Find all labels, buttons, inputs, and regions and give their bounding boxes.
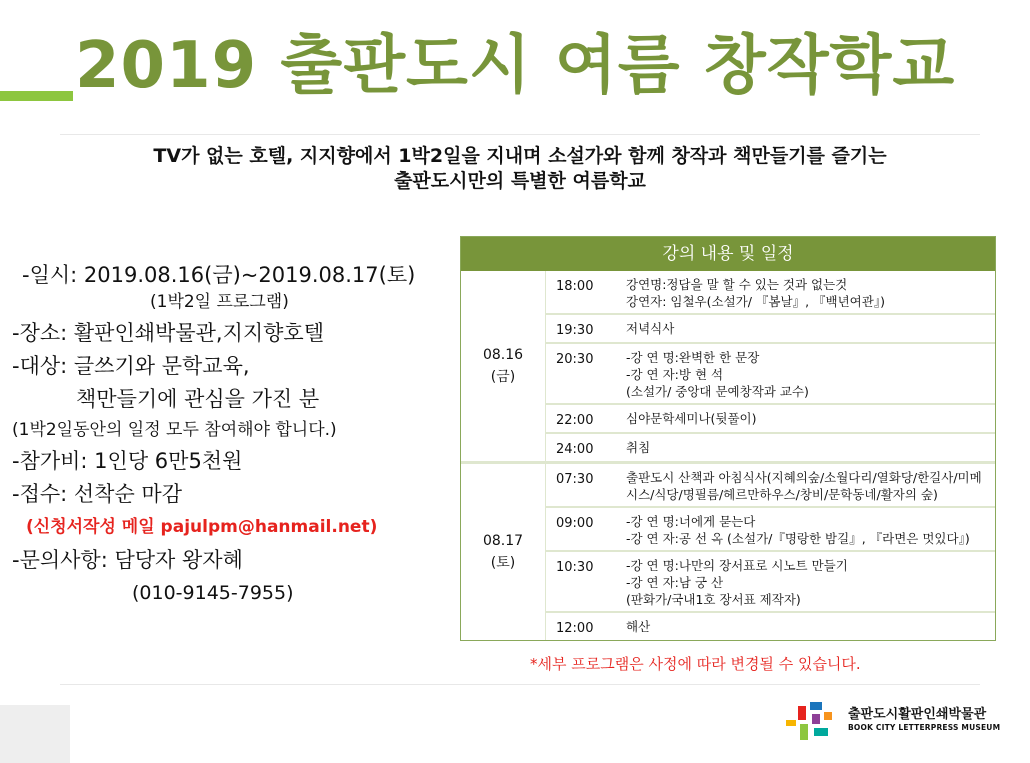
info-target-note: (1박2일동안의 일정 모두 참여해야 합니다.) <box>12 420 337 440</box>
info-fee: -참가비: 1인당 6만5천원 <box>12 449 243 473</box>
schedule-row <box>546 405 995 434</box>
info-date: -일시: 2019.08.16(금)~2019.08.17(토) <box>22 263 416 287</box>
schedule-day-2 <box>461 464 995 640</box>
row-time: 12:00 <box>556 621 594 636</box>
row-time: 09:00 <box>556 516 594 531</box>
schedule-row <box>546 271 995 315</box>
info-apply: -접수: 선착순 마감 <box>12 482 183 506</box>
museum-logo-icon <box>786 698 834 742</box>
row-time: 10:30 <box>556 560 594 575</box>
schedule-row <box>546 434 995 461</box>
schedule-header: 강의 내용 및 일정 <box>461 237 995 271</box>
row-desc: -강 연 명:나만의 장서표로 시노트 만들기 -강 연 자:남 궁 산 (판화가/국내1호 장서표 제작자) <box>626 558 848 607</box>
schedule-row <box>546 315 995 344</box>
row-time: 18:00 <box>556 279 594 294</box>
row-desc: 출판도시 산책과 아침식사(지혜의숲/소월다리/열화당/한길사/미메시스/식당/명필름/헤르만하우스/창비/문학동네/활자의 숲) <box>626 470 982 502</box>
row-desc: -강 연 명:너에게 묻는다 -강 연 자:공 선 옥 (소설가/『명랑한 밤길』, 『라면은 멋있다』) <box>626 514 970 546</box>
subtitle-line-2: 출판도시만의 특별한 여름학교 <box>394 170 646 192</box>
schedule-row <box>546 613 995 640</box>
row-desc: -강 연 명:완벽한 한 문장 -강 연 자:방 현 석 (소설가/ 중앙대 문예창작과 교수) <box>626 350 809 399</box>
schedule-table <box>460 236 996 641</box>
row-desc: 저녁식사 <box>626 321 675 336</box>
row-desc: 해산 <box>626 619 651 634</box>
museum-logo <box>786 696 1016 744</box>
subtitle <box>40 144 1000 194</box>
museum-name-en: BOOK CITY LETTERPRESS MUSEUM <box>848 723 1001 732</box>
bottom-left-block <box>0 705 70 763</box>
schedule-day-1 <box>461 271 995 464</box>
row-time: 22:00 <box>556 413 594 428</box>
row-time: 24:00 <box>556 442 594 457</box>
row-time: 07:30 <box>556 472 594 487</box>
page-title: 2019 출판도시 여름 창작학교 <box>75 29 956 103</box>
museum-name-ko: 출판도시활판인쇄박물관 <box>848 707 987 722</box>
info-target-2: 책만들기에 관심을 가진 분 <box>76 387 320 411</box>
top-divider <box>60 134 980 135</box>
schedule-row <box>546 464 995 508</box>
info-place: -장소: 활판인쇄박물관,지지향호텔 <box>12 321 325 345</box>
row-time: 20:30 <box>556 352 594 367</box>
info-panel <box>12 262 457 613</box>
day-2-weekday: (토) <box>490 555 516 571</box>
day-1-date: 08.16 <box>482 347 524 363</box>
info-target: -대상: 글쓰기와 문학교육, <box>12 354 250 378</box>
row-desc: 강연명:정답을 말 할 수 있는 것과 없는것 강연자: 임철우(소설가/ 『봄날』, 『백년여관』) <box>626 277 885 309</box>
info-program: (1박2일 프로그램) <box>150 292 289 312</box>
day-1-date-cell <box>461 271 546 461</box>
schedule-row <box>546 552 995 613</box>
day-2-date: 08.17 <box>482 533 524 549</box>
bottom-divider <box>60 684 980 685</box>
row-desc: 심야문학세미나(뒷풀이) <box>626 411 757 426</box>
left-accent-bar <box>0 91 73 101</box>
day-1-weekday: (금) <box>490 369 516 385</box>
row-desc: 취침 <box>626 440 651 455</box>
row-time: 19:30 <box>556 323 594 338</box>
info-apply-note: (신청서작성 메일 pajulpm@hanmail.net) <box>26 517 378 537</box>
info-contact: -문의사항: 담당자 왕자혜 <box>12 548 243 572</box>
subtitle-line-1: TV가 없는 호텔, 지지향에서 1박2일을 지내며 소설가와 함께 창작과 책만들기를 즐기는 <box>153 145 887 167</box>
schedule-row <box>546 508 995 552</box>
schedule-note: *세부 프로그램은 사정에 따라 변경될 수 있습니다. <box>530 655 861 673</box>
schedule-row <box>546 344 995 405</box>
info-phone: (010-9145-7955) <box>132 582 294 604</box>
day-2-date-cell <box>461 464 546 640</box>
